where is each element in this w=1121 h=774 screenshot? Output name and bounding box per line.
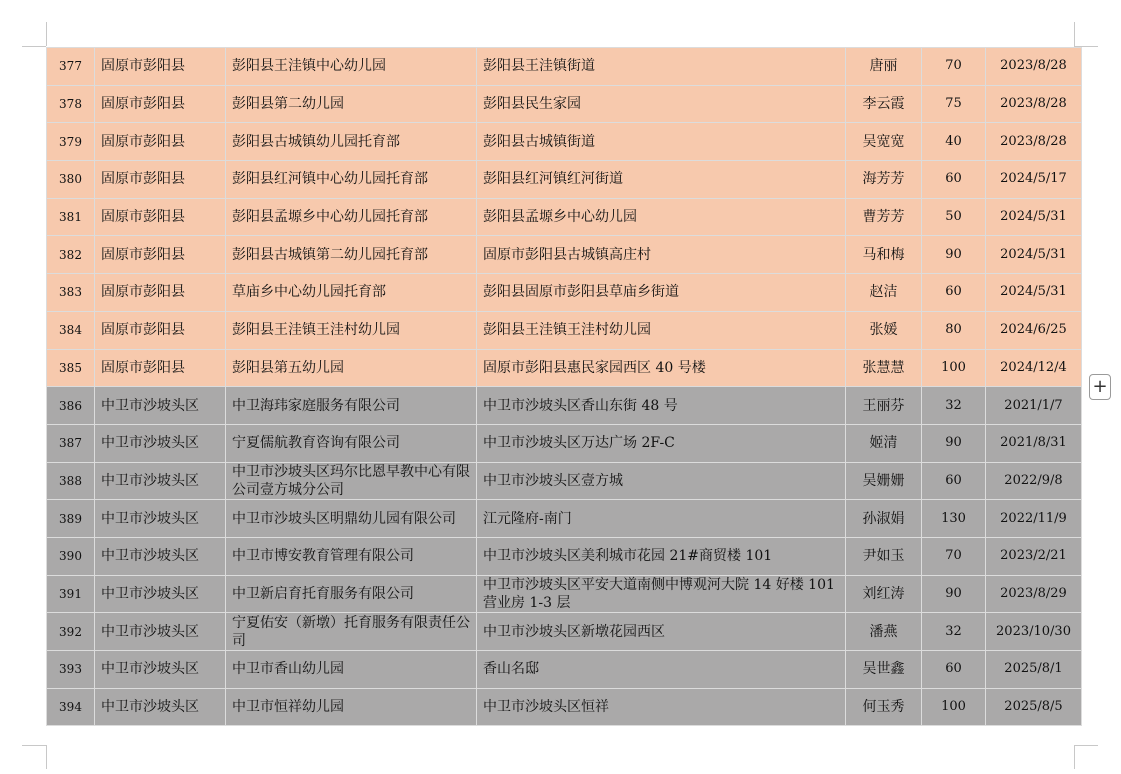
cell-district: 固原市彭阳县 — [95, 161, 226, 199]
cell-contact: 孙淑娟 — [846, 500, 922, 538]
cell-institution-name: 中卫市恒祥幼儿园 — [226, 688, 477, 726]
cell-capacity: 60 — [922, 462, 986, 500]
table-row — [47, 311, 1082, 349]
cell-district: 中卫市沙坡头区 — [95, 424, 226, 462]
cell-date: 2023/2/21 — [986, 537, 1082, 575]
table-row — [47, 236, 1082, 274]
cell-capacity: 32 — [922, 613, 986, 651]
crop-mark-bottom-left-h — [22, 745, 46, 746]
cell-date: 2024/6/25 — [986, 311, 1082, 349]
cell-contact: 姬清 — [846, 424, 922, 462]
cell-contact: 刘红涛 — [846, 575, 922, 613]
cell-number: 381 — [47, 198, 95, 236]
cell-capacity: 50 — [922, 198, 986, 236]
table-row — [47, 651, 1082, 689]
cell-capacity: 75 — [922, 85, 986, 123]
cell-institution-name: 宁夏儒航教育咨询有限公司 — [226, 424, 477, 462]
cell-capacity: 40 — [922, 123, 986, 161]
cell-date: 2024/5/31 — [986, 198, 1082, 236]
cell-contact: 吴宽宽 — [846, 123, 922, 161]
cell-date: 2024/5/17 — [986, 161, 1082, 199]
cell-date: 2023/8/28 — [986, 123, 1082, 161]
crop-mark-top-right-v — [1074, 22, 1075, 46]
cell-address: 江元隆府-南门 — [477, 500, 846, 538]
crop-mark-bottom-right-v — [1074, 745, 1075, 769]
cell-institution-name: 中卫市博安教育管理有限公司 — [226, 537, 477, 575]
cell-capacity: 90 — [922, 236, 986, 274]
table-row — [47, 424, 1082, 462]
table-row — [47, 575, 1082, 613]
table-row — [47, 387, 1082, 425]
document-table-container — [46, 47, 1081, 726]
cell-address: 中卫市沙坡头区美利城市花园 21#商贸楼 101 — [477, 537, 846, 575]
cell-contact: 赵洁 — [846, 274, 922, 312]
cell-capacity: 60 — [922, 161, 986, 199]
table-row — [47, 462, 1082, 500]
cell-number: 379 — [47, 123, 95, 161]
cell-address: 彭阳县王洼镇街道 — [477, 48, 846, 86]
cell-address: 中卫市沙坡头区壹方城 — [477, 462, 846, 500]
cell-address: 彭阳县王洼镇王洼村幼儿园 — [477, 311, 846, 349]
cell-district: 中卫市沙坡头区 — [95, 387, 226, 425]
cell-address: 中卫市沙坡头区新墩花园西区 — [477, 613, 846, 651]
cell-capacity: 60 — [922, 651, 986, 689]
cell-institution-name: 彭阳县古城镇第二幼儿园托育部 — [226, 236, 477, 274]
cell-date: 2024/5/31 — [986, 236, 1082, 274]
cell-number: 389 — [47, 500, 95, 538]
table-row — [47, 349, 1082, 387]
cell-district: 中卫市沙坡头区 — [95, 537, 226, 575]
cell-district: 中卫市沙坡头区 — [95, 651, 226, 689]
cell-date: 2021/1/7 — [986, 387, 1082, 425]
cell-capacity: 70 — [922, 48, 986, 86]
cell-address: 中卫市沙坡头区香山东街 48 号 — [477, 387, 846, 425]
cell-institution-name: 彭阳县孟塬乡中心幼儿园托育部 — [226, 198, 477, 236]
cell-address: 彭阳县古城镇街道 — [477, 123, 846, 161]
cell-institution-name: 彭阳县王洼镇王洼村幼儿园 — [226, 311, 477, 349]
cell-date: 2023/8/28 — [986, 48, 1082, 86]
table-row — [47, 688, 1082, 726]
cell-contact: 尹如玉 — [846, 537, 922, 575]
cell-address: 中卫市沙坡头区平安大道南侧中博观河大院 14 好楼 101 营业房 1-3 层 — [477, 575, 846, 613]
cell-institution-name: 中卫新启育托育服务有限公司 — [226, 575, 477, 613]
cell-address: 中卫市沙坡头区万达广场 2F-C — [477, 424, 846, 462]
cell-district: 中卫市沙坡头区 — [95, 462, 226, 500]
cell-address: 彭阳县孟塬乡中心幼儿园 — [477, 198, 846, 236]
table-row — [47, 48, 1082, 86]
table-row — [47, 500, 1082, 538]
cell-date: 2023/8/29 — [986, 575, 1082, 613]
cell-contact: 张慧慧 — [846, 349, 922, 387]
cell-contact: 马和梅 — [846, 236, 922, 274]
cell-number: 386 — [47, 387, 95, 425]
cell-address: 固原市彭阳县古城镇高庄村 — [477, 236, 846, 274]
table-row — [47, 198, 1082, 236]
cell-number: 382 — [47, 236, 95, 274]
table-row — [47, 123, 1082, 161]
cell-district: 固原市彭阳县 — [95, 85, 226, 123]
cell-contact: 何玉秀 — [846, 688, 922, 726]
cell-date: 2025/8/5 — [986, 688, 1082, 726]
cell-institution-name: 彭阳县第二幼儿园 — [226, 85, 477, 123]
cell-capacity: 80 — [922, 311, 986, 349]
add-row-button[interactable]: + — [1089, 374, 1111, 400]
cell-address: 香山名邸 — [477, 651, 846, 689]
cell-capacity: 70 — [922, 537, 986, 575]
cell-district: 固原市彭阳县 — [95, 236, 226, 274]
cell-number: 377 — [47, 48, 95, 86]
childcare-institution-table — [46, 47, 1082, 726]
cell-address: 彭阳县固原市彭阳县草庙乡街道 — [477, 274, 846, 312]
cell-institution-name: 彭阳县古城镇幼儿园托育部 — [226, 123, 477, 161]
cell-contact: 曹芳芳 — [846, 198, 922, 236]
cell-capacity: 60 — [922, 274, 986, 312]
cell-contact: 吴世鑫 — [846, 651, 922, 689]
table-row — [47, 85, 1082, 123]
cell-date: 2025/8/1 — [986, 651, 1082, 689]
crop-mark-top-left-h — [22, 46, 46, 47]
cell-number: 387 — [47, 424, 95, 462]
cell-date: 2022/11/9 — [986, 500, 1082, 538]
cell-contact: 张媛 — [846, 311, 922, 349]
cell-district: 固原市彭阳县 — [95, 349, 226, 387]
cell-institution-name: 中卫市沙坡头区明鼎幼儿园有限公司 — [226, 500, 477, 538]
table-body — [47, 48, 1082, 726]
cell-contact: 海芳芳 — [846, 161, 922, 199]
cell-number: 388 — [47, 462, 95, 500]
cell-district: 中卫市沙坡头区 — [95, 688, 226, 726]
cell-institution-name: 中卫市香山幼儿园 — [226, 651, 477, 689]
table-row — [47, 161, 1082, 199]
cell-contact: 李云霞 — [846, 85, 922, 123]
cell-capacity: 90 — [922, 424, 986, 462]
cell-district: 固原市彭阳县 — [95, 123, 226, 161]
cell-institution-name: 草庙乡中心幼儿园托育部 — [226, 274, 477, 312]
cell-date: 2021/8/31 — [986, 424, 1082, 462]
table-row — [47, 613, 1082, 651]
cell-number: 380 — [47, 161, 95, 199]
table-row — [47, 537, 1082, 575]
cell-capacity: 32 — [922, 387, 986, 425]
cell-institution-name: 中卫海玮家庭服务有限公司 — [226, 387, 477, 425]
cell-date: 2024/5/31 — [986, 274, 1082, 312]
cell-address: 彭阳县民生家园 — [477, 85, 846, 123]
cell-institution-name: 彭阳县王洼镇中心幼儿园 — [226, 48, 477, 86]
cell-number: 391 — [47, 575, 95, 613]
cell-institution-name: 彭阳县第五幼儿园 — [226, 349, 477, 387]
crop-mark-bottom-right-h — [1074, 745, 1098, 746]
cell-district: 固原市彭阳县 — [95, 311, 226, 349]
cell-district: 固原市彭阳县 — [95, 274, 226, 312]
cell-number: 390 — [47, 537, 95, 575]
cell-capacity: 100 — [922, 688, 986, 726]
cell-number: 394 — [47, 688, 95, 726]
cell-number: 383 — [47, 274, 95, 312]
cell-district: 中卫市沙坡头区 — [95, 575, 226, 613]
cell-institution-name: 彭阳县红河镇中心幼儿园托育部 — [226, 161, 477, 199]
cell-address: 中卫市沙坡头区恒祥 — [477, 688, 846, 726]
cell-number: 393 — [47, 651, 95, 689]
cell-capacity: 130 — [922, 500, 986, 538]
cell-district: 中卫市沙坡头区 — [95, 613, 226, 651]
cell-district: 固原市彭阳县 — [95, 48, 226, 86]
cell-address: 彭阳县红河镇红河街道 — [477, 161, 846, 199]
cell-number: 385 — [47, 349, 95, 387]
cell-number: 392 — [47, 613, 95, 651]
cell-number: 384 — [47, 311, 95, 349]
cell-institution-name: 中卫市沙坡头区玛尔比恩早教中心有限公司壹方城分公司 — [226, 462, 477, 500]
cell-date: 2024/12/4 — [986, 349, 1082, 387]
cell-district: 固原市彭阳县 — [95, 198, 226, 236]
cell-district: 中卫市沙坡头区 — [95, 500, 226, 538]
cell-contact: 王丽芬 — [846, 387, 922, 425]
cell-address: 固原市彭阳县惠民家园西区 40 号楼 — [477, 349, 846, 387]
cell-capacity: 100 — [922, 349, 986, 387]
cell-institution-name: 宁夏佑安（新墩）托育服务有限责任公司 — [226, 613, 477, 651]
cell-date: 2023/8/28 — [986, 85, 1082, 123]
crop-mark-top-left-v — [46, 22, 47, 46]
crop-mark-bottom-left-v — [46, 745, 47, 769]
table-row — [47, 274, 1082, 312]
cell-number: 378 — [47, 85, 95, 123]
cell-contact: 潘燕 — [846, 613, 922, 651]
cell-date: 2022/9/8 — [986, 462, 1082, 500]
cell-date: 2023/10/30 — [986, 613, 1082, 651]
cell-capacity: 90 — [922, 575, 986, 613]
cell-contact: 吴姗姗 — [846, 462, 922, 500]
cell-contact: 唐丽 — [846, 48, 922, 86]
